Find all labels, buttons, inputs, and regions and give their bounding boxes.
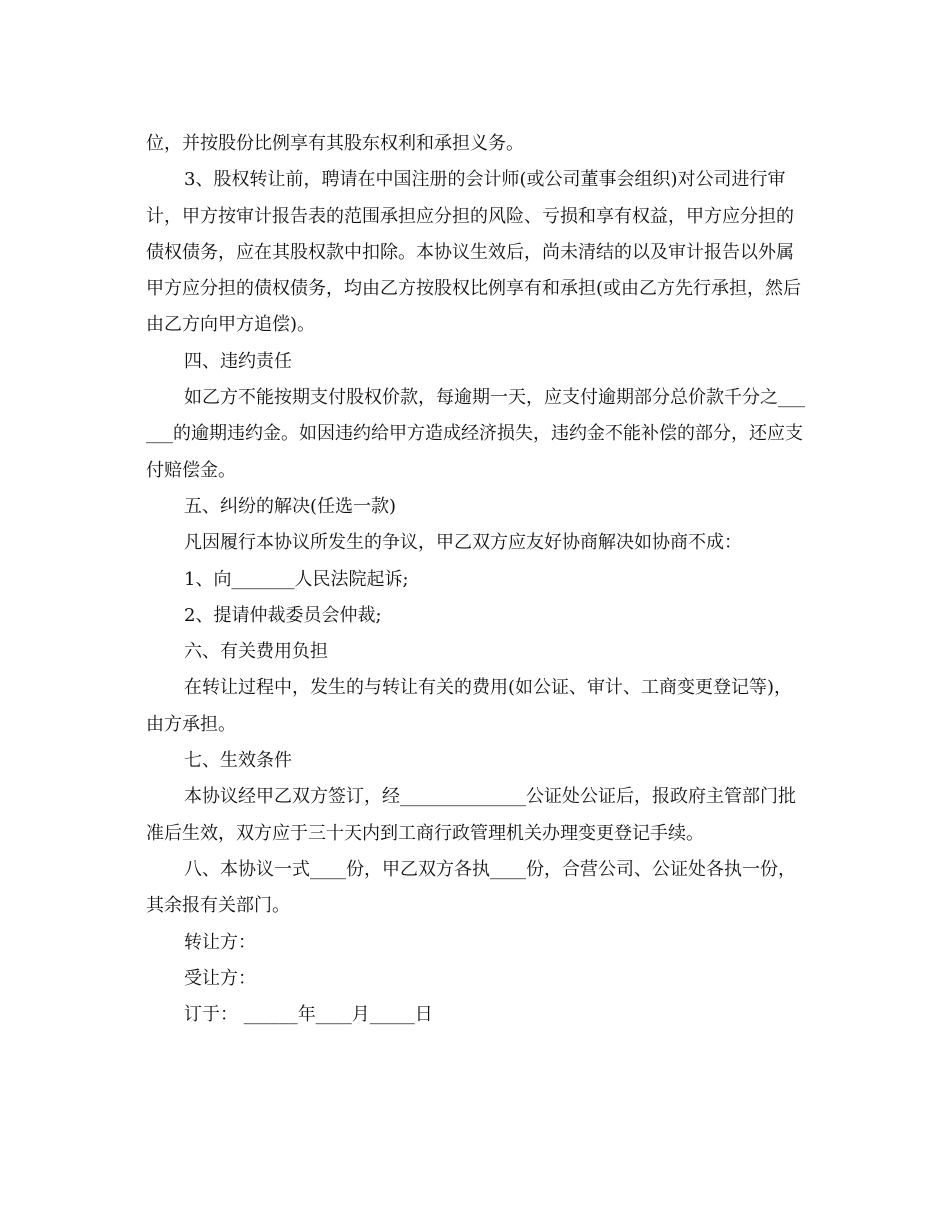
section-heading-disputes: 五、纠纷的解决(任选一款) bbox=[184, 495, 397, 517]
paragraph-effectiveness: 本协议经甲乙双方签订，经______________公证处公证后，报政府主管部门批准后生效，双方应于三十天内到工商行政管理机关办理变更登记手续。 bbox=[146, 786, 796, 844]
paragraph-dispute-negotiation: 凡因履行本协议所发生的争议，甲乙双方应友好协商解决如协商不成： bbox=[184, 532, 742, 554]
dispute-option-arbitration: 2、提请仲裁委员会仲裁; bbox=[184, 604, 382, 626]
paragraph-copies: 八、本协议一式____份，甲乙双方各执____份，合营公司、公证处各执一份，其余报有关部门。 bbox=[146, 858, 796, 917]
section-heading-breach: 四、违约责任 bbox=[184, 350, 292, 372]
signature-transferor: 转让方： bbox=[184, 931, 256, 953]
paragraph-audit-clause: 3、股权转让前，聘请在中国注册的会计师(或公司董事会组织)对公司进行审计，甲方按审计报告表的范围承担应分担的风险、亏损和享有权益，甲方应分担的债权债务，应在其股权款中扣除。本协议生效后，尚未清结的以及审计报告以外属甲方应分担的债权债务，均由乙方按股权比例享有和承担(或由乙方先行承担，然后由乙方向甲方追偿)。 bbox=[146, 169, 802, 336]
section-heading-fees: 六、有关费用负担 bbox=[184, 641, 328, 663]
signing-date: 订于： ______年____月_____日 bbox=[184, 1004, 433, 1026]
section-heading-effectiveness: 七、生效条件 bbox=[184, 750, 292, 772]
paragraph-fees: 在转让过程中，发生的与转让有关的费用(如公证、审计、工商变更登记等)，由方承担。 bbox=[146, 677, 793, 735]
paragraph-breach-penalty: 如乙方不能按期支付股权价款，每逾期一天，应支付逾期部分总价款千分之______的逾期违约金。如因违约给甲方造成经济损失，违约金不能补偿的部分，还应支付赔偿金。 bbox=[146, 387, 805, 481]
document-body bbox=[146, 126, 806, 1033]
signature-transferee: 受让方： bbox=[184, 967, 256, 989]
paragraph-shareholder-rights: 位，并按股份比例享有其股东权利和承担义务。 bbox=[146, 133, 524, 154]
dispute-option-court: 1、向_______人民法院起诉; bbox=[184, 568, 409, 590]
